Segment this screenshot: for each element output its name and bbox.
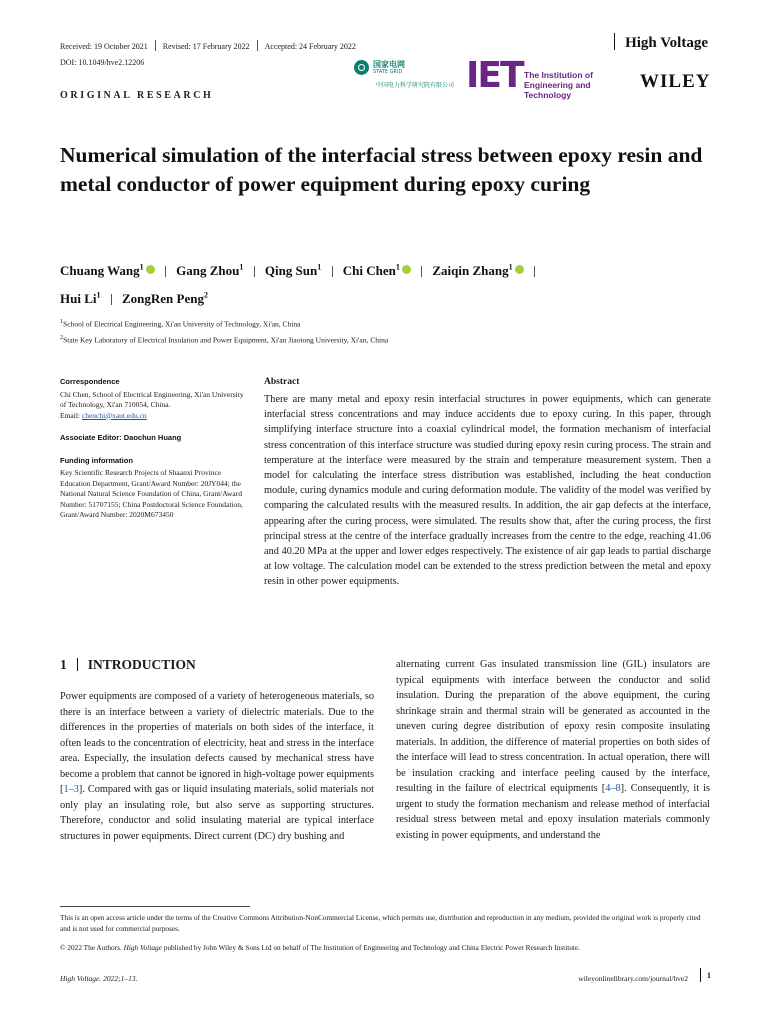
author-name[interactable]: Hui Li$^1$ xyxy=(60,290,101,306)
abstract-heading: Abstract xyxy=(264,377,300,387)
iet-name-line2: Engineering and Technology xyxy=(524,80,591,100)
journal-name: High Voltage xyxy=(625,35,708,51)
section-number: 1 xyxy=(60,657,67,672)
doi[interactable]: DOI: 10.1049/hve2.12206 xyxy=(60,58,145,67)
funding-text: Key Scientific Research Projects of Shaanxi Province Education Department, Grant/Award Number: 20JY044; the National Natural Science Foundation of China, Grant/Award Number: 51707155; China Postdoctoral Science Foundation, Grant/Award Number: 2020M673450 xyxy=(60,468,243,519)
iet-logo xyxy=(466,55,636,100)
orcid-icon[interactable] xyxy=(402,265,411,274)
author-list xyxy=(60,256,720,311)
license-footnote: This is an open access article under the terms of the Creative Commons Attribution-NonCommercial License, which permits use, distribution and reproduction in any medium, provided the original work is properly cited and is not used for commercial purposes. xyxy=(60,913,701,933)
author-name[interactable]: Zaiqin Zhang$^1$ xyxy=(432,263,513,279)
revised-date: Revised: 17 February 2022 xyxy=(162,42,250,51)
divider xyxy=(614,33,615,50)
journal-url[interactable]: wileyonlinelibrary.com/journal/hve2 xyxy=(578,974,688,983)
author-name[interactable]: ZongRen Peng$^2$ xyxy=(122,290,208,306)
correspondence-heading: Correspondence xyxy=(60,377,120,386)
article-type-label: ORIGINAL RESEARCH xyxy=(60,90,214,101)
affiliation-2: $^2$State Key Laboratory of Electrical Insulation and Power Equipment, Xi'an Jiaotong University, Xi'an, China xyxy=(60,334,389,345)
body-column-right: alternating current Gas insulated transmission line (GIL) insulators are typical equipments with interface between the conductor and solid insulation. During the preparation of the above equipment, the curing shrinkage strain and thermal strain will be generated as accounted in the uneven curing degree distribution of epoxy resin composite insulating materials. In addition, the difference of material properties on both sides of the interface will lead to stress concentration. In actual operation, there will be insulation cracking and interface peeling caused by the interface, resulting in the failure of electrical equipments [4–8]. Consequently, it is urgent to study the formation mechanism and release method of interfacial residual stress between metal and epoxy insulation materials commonly existing in power equipments, and understand the xyxy=(396,659,710,842)
citation-link[interactable]: 1–3 xyxy=(63,784,79,796)
author-name[interactable]: Chuang Wang$^1$ xyxy=(60,263,144,279)
accepted-date: Accepted: 24 February 2022 xyxy=(264,42,356,51)
email-line: Email: chenchi@xaut.edu.cn xyxy=(60,410,147,420)
body-column-left: Power equipments are composed of a variety of heterogeneous materials, so there is an interface between a variety of dielectric materials. Due to the differences in the properties of materials on both sides of the interface, it often leads to the concentration of electricity, heat and stress in the interface area. Especially, the insulation defects caused by mechanical stress have become a problem that cannot be ignored in high-voltage power equipments [1–3]. Compared with gas or liquid insulating materials, solid materials not only play an insulating role, but also serve as supporting structures. Therefore, conductor and solid insulating material are typical interface structures in power equipments. Direct current (DC) dry bushing and xyxy=(60,691,374,842)
received-date: Received: 19 October 2021 xyxy=(60,42,148,51)
email-link[interactable]: chenchi@xaut.edu.cn xyxy=(81,410,147,420)
orcid-icon[interactable] xyxy=(146,265,155,274)
epri-chinese-name: 中国电力科学研究院有限公司 xyxy=(376,82,455,89)
author-name[interactable]: Gang Zhou$^1$ xyxy=(176,263,244,279)
associate-editor: Associate Editor: Daochun Huang xyxy=(60,433,182,442)
affiliation-1: $^1$School of Electrical Engineering, Xi'an University of Technology, Xi'an, China xyxy=(60,318,301,329)
sgcc-chinese-name: 国家电网 xyxy=(373,60,405,69)
funding-heading: Funding information xyxy=(60,455,133,465)
divider xyxy=(700,968,701,982)
sgcc-logo xyxy=(354,58,464,92)
orcid-icon[interactable] xyxy=(515,265,524,274)
section-heading xyxy=(60,657,196,673)
journal-citation: High Voltage. 2022;1–13. xyxy=(60,974,138,983)
divider xyxy=(155,40,156,51)
iet-name-line1: The Institution of xyxy=(524,70,593,80)
iet-name xyxy=(524,70,636,100)
correspondence-text: Chi Chen, School of Electrical Engineering, Xi'an University of Technology, Xi'an 710054, China. xyxy=(60,389,244,409)
divider xyxy=(421,266,422,277)
journal-header xyxy=(614,33,708,52)
divider xyxy=(534,266,535,277)
section-title: INTRODUCTION xyxy=(87,657,196,672)
author-name[interactable]: Chi Chen$^1$ xyxy=(342,263,400,279)
funding-block xyxy=(60,456,250,521)
page-number: 1 xyxy=(700,968,711,982)
footnote-rule xyxy=(60,906,250,907)
divider xyxy=(332,266,333,277)
wiley-logo: WILEY xyxy=(640,71,711,92)
copyright-footnote: © 2022 The Authors. High Voltage published by John Wiley & Sons Ltd on behalf of The Institution of Engineering and Technology and China Electric Power Research Institute. xyxy=(60,943,580,952)
divider xyxy=(165,266,166,277)
sgcc-english-name: STATE GRID xyxy=(373,69,403,75)
article-info-sidebar xyxy=(60,377,250,533)
divider xyxy=(254,266,255,277)
divider xyxy=(77,658,78,671)
divider xyxy=(257,40,258,51)
abstract-text: There are many metal and epoxy resin interfacial structures in power equipments, which can generate interfacial stress concentrations and may induce accidents due to epoxy curing. In this paper, through simplifying interface structure into a coaxial cylindrical model, the formation mechanism of interfacial stress concentration of this interface structure was studied during epoxy resin curing process. The strain and temperature at the interface were measured by the strain and temperature measurement system. Then a model for calculating the interface stress distribution was established, including the heat conduction module, curing dynamics module and curing deformation module. The validity of the model was verified by comparing the calculated results with the measured results. In addition, the air gap defects at the interface, appearing after the curing process, were simulated. The results show that, after the curing process, the first principal stress at the centre of the interface gradually increases from the centre to the edge, reaching 41.06 and 40.20 MPa at the upper and lower edges respectively. The existence of air gap leads to partial discharge at low voltage. The calculation model can be extended to the stress prediction between the metal and epoxy resin in other power equipments. xyxy=(264,394,711,588)
state-grid-emblem-icon xyxy=(354,60,369,75)
editor-block xyxy=(60,433,250,444)
author-name[interactable]: Qing Sun$^1$ xyxy=(264,263,322,279)
divider xyxy=(111,294,112,305)
citation-link[interactable]: 4–8 xyxy=(605,783,621,795)
article-dates xyxy=(60,40,356,51)
correspondence-block xyxy=(60,377,250,421)
iet-letters: IET xyxy=(466,55,523,96)
article-title: Numerical simulation of the interfacial stress between epoxy resin and metal conductor of power equipment during epoxy curing xyxy=(60,143,703,196)
